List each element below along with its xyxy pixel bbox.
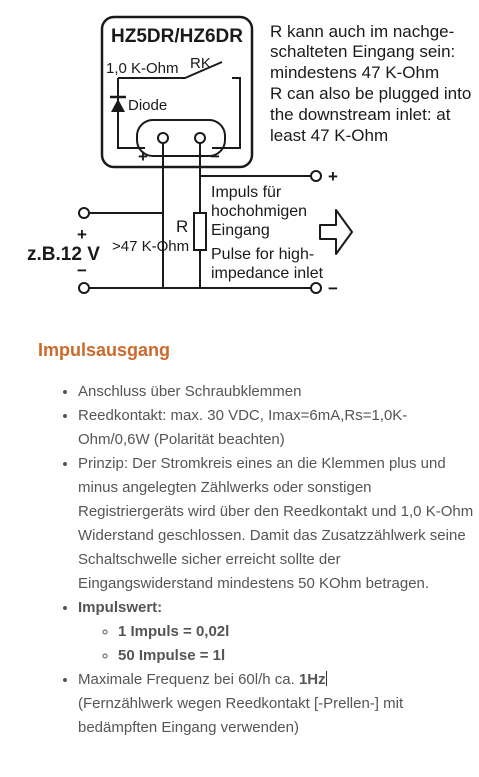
- sub-list-item: [118, 644, 478, 668]
- list-item: [78, 404, 478, 452]
- section-title: Impulsausgang: [38, 340, 171, 360]
- right-minus-terminal: [311, 283, 321, 293]
- right-minus-label: −: [328, 279, 338, 298]
- left-plus-label: +: [77, 225, 87, 244]
- terminals-text: Anschluss über Schraubklemmen: [78, 383, 302, 400]
- right-plus-terminal: [311, 171, 321, 181]
- right-plus-label: +: [328, 167, 338, 186]
- box-minus-label: −: [210, 147, 220, 166]
- rk-label: RK: [190, 55, 211, 72]
- note-line: R can also be plugged into: [270, 84, 472, 103]
- pulse-line: impedance inlet: [211, 265, 324, 282]
- left-plus-terminal: [79, 208, 89, 218]
- left-minus-terminal: [79, 283, 89, 293]
- note-line: mindestens 47 K-Ohm: [270, 63, 440, 82]
- note-text: [270, 22, 471, 145]
- note-line: least 47 K-Ohm: [270, 126, 389, 145]
- list-item: [78, 452, 478, 596]
- list-item: [78, 668, 478, 740]
- freq-value: 1Hz: [298, 671, 326, 688]
- diode-icon: [111, 99, 125, 112]
- freq-note: (Fernzählwerk wegen Reedkontakt [-Prellen-] mit bedämpften Eingang verwenden): [78, 695, 404, 736]
- voltage-label: z.B.12 V: [27, 244, 100, 265]
- impulse-value-2: 50 Impulse = 1l: [118, 647, 226, 664]
- impulse-line: hochohmigen: [211, 203, 308, 220]
- spec-list: [58, 380, 478, 740]
- left-minus-label: −: [77, 261, 87, 280]
- terminal-plus: [158, 133, 168, 143]
- r-value: >47 K-Ohm: [112, 238, 190, 255]
- list-item: [78, 380, 478, 404]
- r-letter: R: [176, 217, 189, 236]
- inner-resistor-label: 1,0 K-Ohm: [106, 60, 179, 77]
- impulse-text: [211, 184, 324, 282]
- note-line: schalteten Eingang sein:: [270, 42, 456, 61]
- arrow-right-icon: [320, 210, 352, 254]
- impulse-value-label: Impulswert:: [78, 599, 163, 616]
- note-line: the downstream inlet: at: [270, 105, 451, 124]
- wiring-diagram: [0, 0, 479, 310]
- device-title: HZ5DR/HZ6DR: [111, 26, 243, 47]
- principle-text: Prinzip: Der Stromkreis eines an die Klemmen plus und minus angelegten Zählwerks oder sonstigen Registriergeräts wird über den Reedkontakt und 1,0 K-Ohm Widerstand geschlossen. Damit das Zusatzzählwerk seine Schaltschwelle sicher erreicht sollte der Eingangswiderstand mindestens 50 KOhm betragen.: [78, 455, 474, 592]
- reed-text: Reedkontakt: max. 30 VDC, Imax=6mA,Rs=1,0K-Ohm/0,6W (Polarität beachten): [78, 407, 408, 448]
- impulse-value-1: 1 Impuls = 0,02l: [118, 623, 230, 640]
- impulse-line: Eingang: [211, 222, 270, 239]
- text-cursor: [326, 671, 327, 686]
- sub-list-item: [118, 620, 478, 644]
- list-item: [78, 596, 478, 668]
- box-plus-label: +: [138, 147, 148, 166]
- freq-prefix: Maximale Frequenz bei 60l/h ca.: [78, 671, 299, 688]
- note-line: R kann auch im nachge-: [270, 22, 455, 41]
- impulse-value-list: [78, 620, 478, 668]
- resistor-symbol: [194, 213, 206, 250]
- pulse-line: Pulse for high-: [211, 246, 315, 263]
- terminal-minus: [195, 133, 205, 143]
- diode-label: Diode: [128, 97, 168, 114]
- impulse-line: Impuls für: [211, 184, 282, 201]
